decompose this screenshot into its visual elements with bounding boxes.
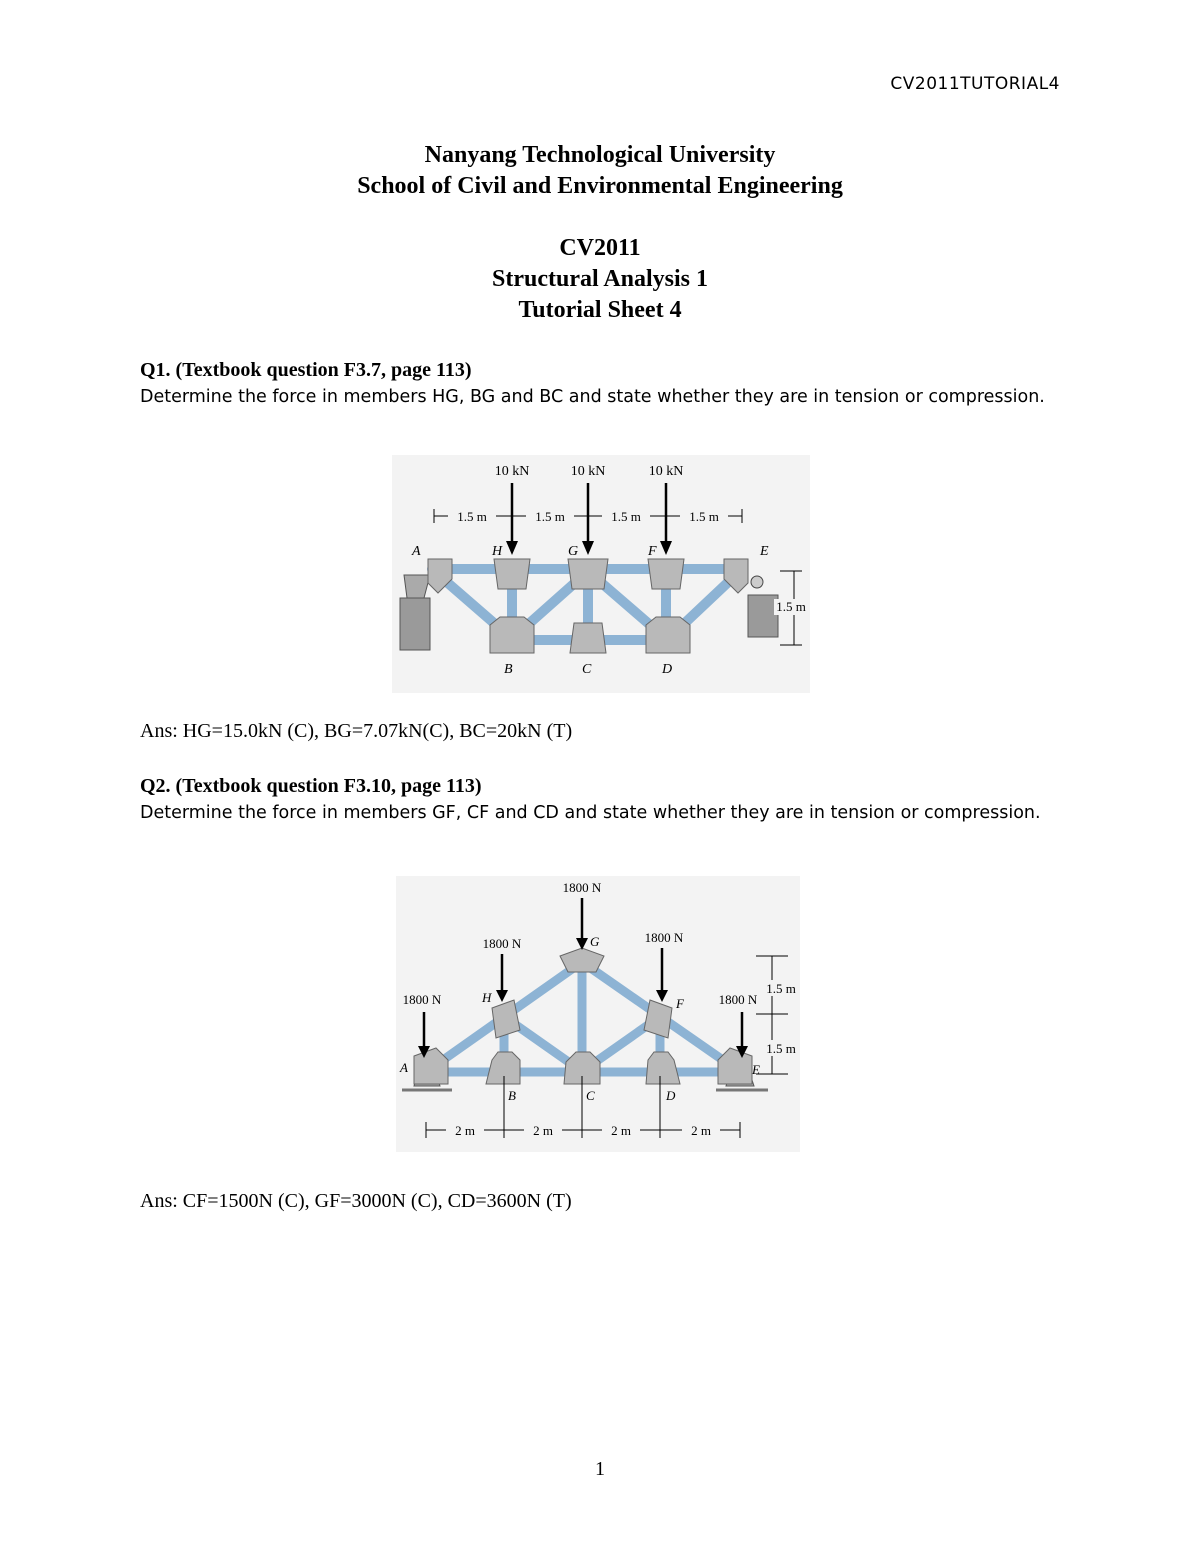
figure-q2-truss (396, 876, 800, 1152)
question-2-text: Determine the force in members GF, CF and CD and state whether they are in tension or compression. (140, 803, 1041, 823)
arrowhead-icon (576, 938, 588, 950)
load-label-f: 1800 N (644, 930, 684, 945)
joint-B (490, 617, 534, 653)
span-label-3: 2 m (611, 1123, 631, 1138)
joint-H (494, 559, 530, 589)
span-label-2: 2 m (533, 1123, 553, 1138)
course-name: Structural Analysis 1 (491, 266, 709, 292)
node-label-F: F (676, 996, 684, 1011)
school-name: School of Civil and Environmental Engineering (357, 173, 843, 199)
node-label-B: B (504, 662, 513, 677)
span-label-1: 1.5 m (457, 509, 487, 524)
joint-A (414, 1048, 448, 1084)
node-label-G: G (590, 934, 600, 949)
height-label-upper: 1.5 m (766, 981, 796, 996)
span-label-3: 1.5 m (611, 509, 641, 524)
left-pin-support (404, 575, 430, 598)
node-label-A: A (400, 1060, 408, 1075)
node-label-D: D (666, 1088, 676, 1103)
node-label-A: A (412, 544, 421, 559)
node-label-H: H (492, 544, 503, 559)
load-label-g: 1800 N (562, 880, 602, 895)
right-support-block (748, 595, 778, 637)
course-code: CV2011 (559, 235, 641, 261)
title-block (0, 140, 1200, 326)
load-label-h: 1800 N (482, 936, 522, 951)
node-label-H: H (482, 990, 492, 1005)
question-1-text: Determine the force in members HG, BG and BC and state whether they are in tension or compression. (140, 387, 1045, 407)
answer-2: Ans: CF=1500N (C), GF=3000N (C), CD=3600N (T) (140, 1190, 572, 1212)
node-label-D: D (662, 662, 673, 677)
joint-D (646, 617, 690, 653)
span-label-4: 1.5 m (689, 509, 719, 524)
right-roller (751, 576, 763, 588)
arrowhead-icon (582, 541, 594, 555)
joint-B (486, 1052, 520, 1084)
joint-E (718, 1048, 752, 1084)
node-label-E: E (752, 1062, 760, 1077)
joint-C (570, 623, 606, 653)
arrowhead-icon (496, 990, 508, 1002)
question-2-heading: Q2. (Textbook question F3.10, page 113) (140, 775, 482, 797)
load-label-e: 1800 N (718, 992, 758, 1007)
height-label-lower: 1.5 m (766, 1041, 796, 1056)
joint-G (568, 559, 608, 589)
university-name: Nanyang Technological University (424, 142, 776, 168)
arrowhead-icon (660, 541, 672, 555)
arrowhead-icon (506, 541, 518, 555)
left-support-block (400, 598, 430, 650)
joint-G (560, 948, 604, 972)
arrowhead-icon (656, 990, 668, 1002)
page-number: 1 (595, 1458, 605, 1480)
span-label-4: 2 m (691, 1123, 711, 1138)
span-label-1: 2 m (455, 1123, 475, 1138)
height-label: 1.5 m (776, 599, 806, 614)
figure-q1-truss (392, 455, 810, 693)
node-label-C: C (582, 662, 592, 677)
load-label-h: 10 kN (494, 464, 530, 479)
question-1-heading: Q1. (Textbook question F3.7, page 113) (140, 359, 472, 381)
answer-1: Ans: HG=15.0kN (C), BG=7.07kN(C), BC=20kN (T) (140, 720, 573, 742)
node-label-E: E (760, 544, 769, 559)
tutorial-sheet-title: Tutorial Sheet 4 (518, 297, 682, 323)
node-label-F: F (648, 544, 657, 559)
node-label-B: B (508, 1088, 516, 1103)
load-label-g: 10 kN (570, 464, 606, 479)
load-label-f: 10 kN (648, 464, 684, 479)
load-label-a: 1800 N (402, 992, 442, 1007)
joint-D (646, 1052, 680, 1084)
question-2 (140, 773, 1060, 827)
question-1 (140, 357, 1060, 411)
span-label-2: 1.5 m (535, 509, 565, 524)
joint-F (648, 559, 684, 589)
node-label-G: G (568, 544, 579, 559)
document-code: CV2011TUTORIAL4 (890, 74, 1060, 94)
node-label-C: C (586, 1088, 595, 1103)
